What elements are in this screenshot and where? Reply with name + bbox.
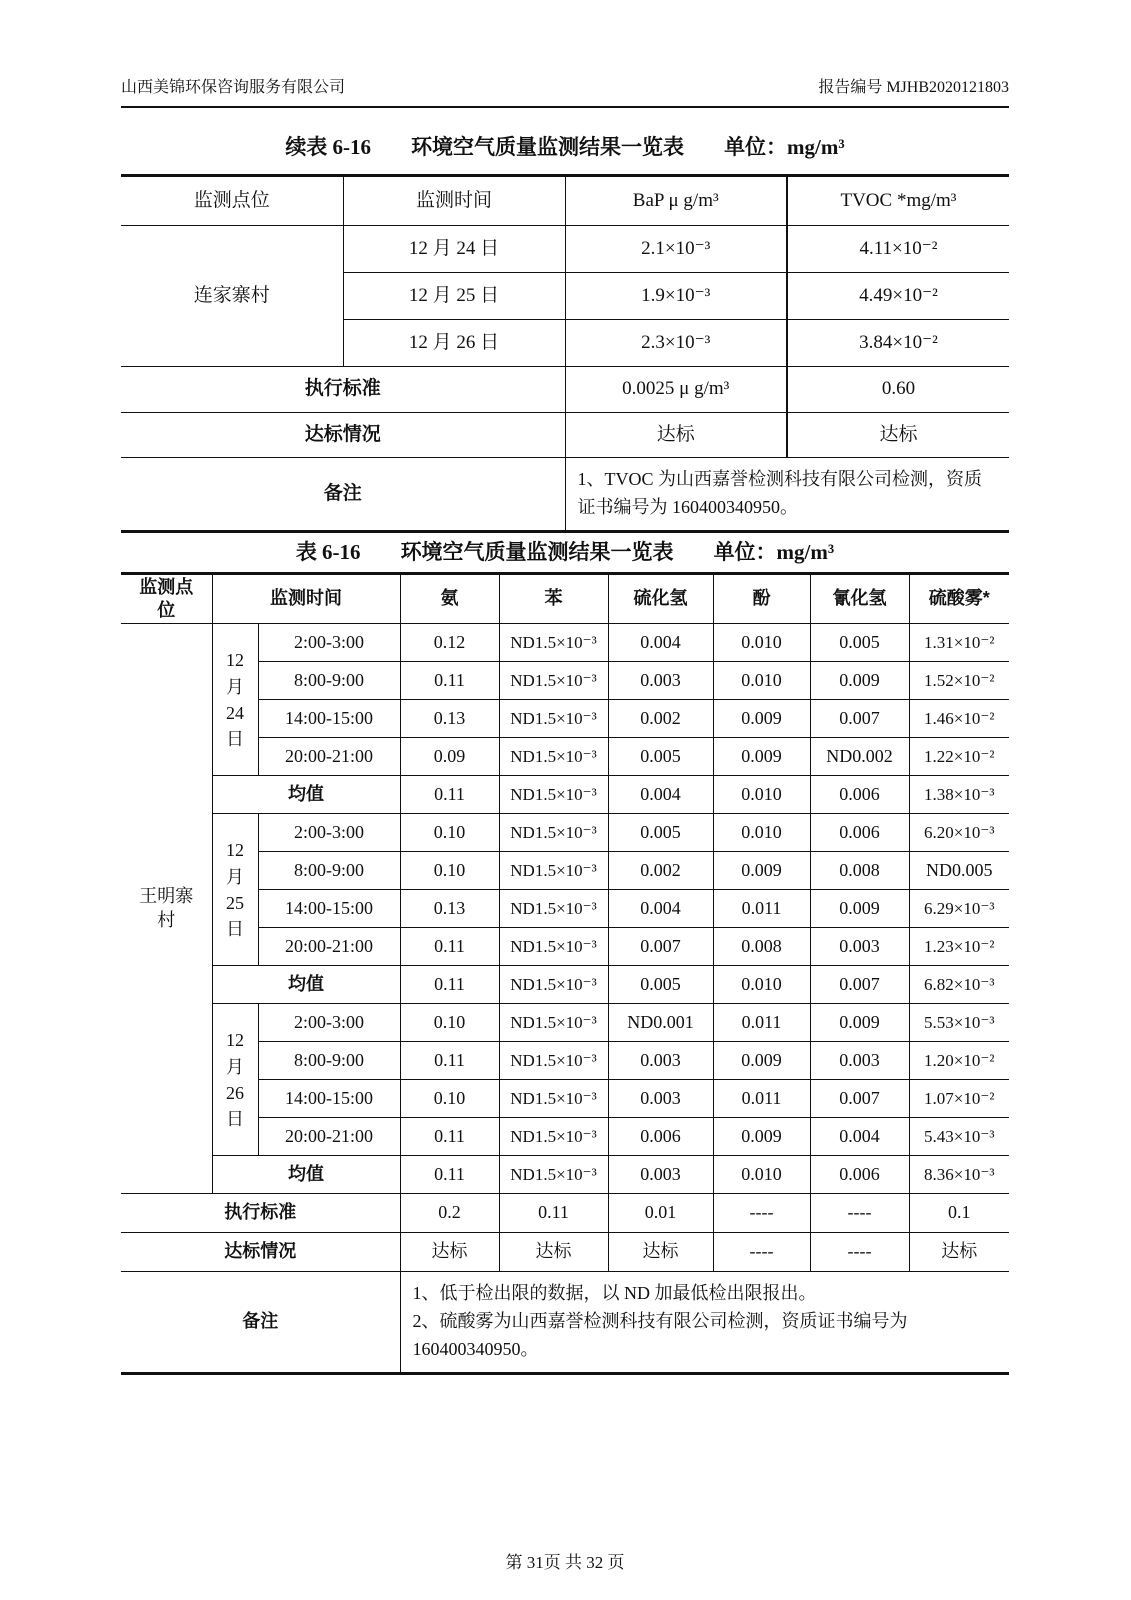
hcn-cell: 0.007 [810, 700, 909, 738]
remark-text [400, 1272, 1009, 1374]
time-cell: 20:00-21:00 [258, 1118, 400, 1156]
h2so4-cell: ND0.005 [909, 852, 1009, 890]
table1-standard-row [121, 367, 1009, 413]
nh3-cell: 0.09 [400, 738, 499, 776]
benzene-cell: ND1.5×10⁻³ [499, 852, 608, 890]
h2s-cell: 0.004 [608, 624, 713, 662]
page-header [121, 74, 1009, 108]
time-cell: 20:00-21:00 [258, 738, 400, 776]
time-cell: 2:00-3:00 [258, 814, 400, 852]
nh3-cell: 0.11 [400, 1042, 499, 1080]
page-number: 第 31页 共 32 页 [505, 1552, 625, 1572]
hcn-cell: 0.009 [810, 1004, 909, 1042]
time-cell: 14:00-15:00 [258, 890, 400, 928]
col-header-hcn: 氰化氢 [810, 574, 909, 624]
col-header-h2so4-mist: 硫酸雾* [909, 574, 1009, 624]
table1-row-dec24 [121, 226, 1009, 273]
hcn-cell: 0.003 [810, 928, 909, 966]
h2so4-cell: 1.52×10⁻² [909, 662, 1009, 700]
mean-label: 均值 [212, 1156, 400, 1194]
table2-mean-row-dec24 [121, 776, 1009, 814]
standard-label: 执行标准 [121, 367, 565, 413]
h2so4-cell: 1.31×10⁻² [909, 624, 1009, 662]
report-number: 报告编号 MJHB2020121803 [818, 79, 1009, 96]
tvoc-value-cell: 4.49×10⁻² [787, 273, 1009, 320]
hcn-cell: 0.006 [810, 1156, 909, 1194]
col-header-nh3: 氨 [400, 574, 499, 624]
standard-tvoc-cell: 0.60 [787, 367, 1009, 413]
standard-h2so4-cell: 0.1 [909, 1194, 1009, 1233]
table1-title-main: 环境空气质量监测结果一览表 [411, 135, 685, 159]
hcn-cell: 0.007 [810, 1080, 909, 1118]
benzene-cell: ND1.5×10⁻³ [499, 1118, 608, 1156]
h2s-cell: ND0.001 [608, 1004, 713, 1042]
col-header-h2s: 硫化氢 [608, 574, 713, 624]
time-cell: 8:00-9:00 [258, 662, 400, 700]
date-cell: 12 月 26 日 [343, 320, 565, 367]
site-cell: 连家寨村 [121, 226, 343, 367]
air-quality-table [121, 572, 1009, 1375]
h2s-cell: 0.002 [608, 852, 713, 890]
remark-text: 1、TVOC 为山西嘉誉检测科技有限公司检测，资质证书编号为 160400340950。 [565, 458, 1009, 532]
table2-title [121, 540, 1009, 565]
bap-value-cell: 2.3×10⁻³ [565, 320, 787, 367]
nh3-cell: 0.11 [400, 776, 499, 814]
date-cell-dec24: 12 月 24 日 [212, 624, 258, 776]
table2-title-unit: 单位：mg/m³ [713, 539, 835, 564]
compliance-phenol-cell: ---- [713, 1233, 810, 1272]
table2-row [121, 814, 1009, 852]
h2s-cell: 0.004 [608, 776, 713, 814]
date-cell: 12 月 25 日 [343, 273, 565, 320]
hcn-cell: 0.009 [810, 662, 909, 700]
table1-compliance-row [121, 413, 1009, 458]
h2s-cell: 0.007 [608, 928, 713, 966]
compliance-bap-cell: 达标 [565, 413, 787, 458]
table1-header-row [121, 176, 1009, 226]
phenol-cell: 0.009 [713, 738, 810, 776]
h2s-cell: 0.004 [608, 890, 713, 928]
h2so4-cell: 5.53×10⁻³ [909, 1004, 1009, 1042]
time-cell: 8:00-9:00 [258, 852, 400, 890]
col-header-bap: BaP μ g/m³ [565, 176, 787, 226]
hcn-cell: 0.003 [810, 1042, 909, 1080]
table2-title-prefix: 表 6-16 [295, 539, 361, 564]
date-cell: 12 月 24 日 [343, 226, 565, 273]
nh3-cell: 0.11 [400, 1118, 499, 1156]
h2so4-cell: 1.22×10⁻² [909, 738, 1009, 776]
benzene-cell: ND1.5×10⁻³ [499, 1080, 608, 1118]
compliance-h2so4-cell: 达标 [909, 1233, 1009, 1272]
benzene-cell: ND1.5×10⁻³ [499, 814, 608, 852]
h2so4-cell: 1.23×10⁻² [909, 928, 1009, 966]
standard-nh3-cell: 0.2 [400, 1194, 499, 1233]
h2s-cell: 0.003 [608, 662, 713, 700]
benzene-cell: ND1.5×10⁻³ [499, 1156, 608, 1194]
phenol-cell: 0.009 [713, 1042, 810, 1080]
h2s-cell: 0.003 [608, 1042, 713, 1080]
compliance-h2s-cell: 达标 [608, 1233, 713, 1272]
hcn-cell: 0.006 [810, 776, 909, 814]
h2s-cell: 0.005 [608, 738, 713, 776]
compliance-label: 达标情况 [121, 413, 565, 458]
benzene-cell: ND1.5×10⁻³ [499, 966, 608, 1004]
table2-mean-row-dec25 [121, 966, 1009, 1004]
h2s-cell: 0.006 [608, 1118, 713, 1156]
nh3-cell: 0.11 [400, 966, 499, 1004]
mean-label: 均值 [212, 966, 400, 1004]
nh3-cell: 0.10 [400, 814, 499, 852]
time-cell: 8:00-9:00 [258, 1042, 400, 1080]
phenol-cell: 0.010 [713, 662, 810, 700]
phenol-cell: 0.009 [713, 700, 810, 738]
table2-row [121, 1004, 1009, 1042]
h2s-cell: 0.005 [608, 966, 713, 1004]
time-cell: 14:00-15:00 [258, 700, 400, 738]
h2so4-cell: 1.38×10⁻³ [909, 776, 1009, 814]
time-cell: 2:00-3:00 [258, 1004, 400, 1042]
compliance-label: 达标情况 [121, 1233, 400, 1272]
h2s-cell: 0.003 [608, 1080, 713, 1118]
col-header-time: 监测时间 [212, 574, 400, 624]
table2-compliance-row [121, 1233, 1009, 1272]
phenol-cell: 0.010 [713, 966, 810, 1004]
h2so4-cell: 1.46×10⁻² [909, 700, 1009, 738]
standard-hcn-cell: ---- [810, 1194, 909, 1233]
table2-title-main: 环境空气质量监测结果一览表 [400, 539, 674, 564]
phenol-cell: 0.010 [713, 814, 810, 852]
table1-title-unit: 单位：mg/m³ [724, 135, 845, 159]
table2-standard-row [121, 1194, 1009, 1233]
nh3-cell: 0.13 [400, 700, 499, 738]
nh3-cell: 0.11 [400, 662, 499, 700]
phenol-cell: 0.010 [713, 1156, 810, 1194]
benzene-cell: ND1.5×10⁻³ [499, 890, 608, 928]
phenol-cell: 0.010 [713, 776, 810, 814]
col-header-site: 监测点位 [121, 176, 343, 226]
phenol-cell: 0.009 [713, 852, 810, 890]
compliance-benzene-cell: 达标 [499, 1233, 608, 1272]
phenol-cell: 0.009 [713, 1118, 810, 1156]
h2so4-cell: 6.29×10⁻³ [909, 890, 1009, 928]
benzene-cell: ND1.5×10⁻³ [499, 700, 608, 738]
mean-label: 均值 [212, 776, 400, 814]
nh3-cell: 0.10 [400, 1080, 499, 1118]
remark-label: 备注 [121, 1272, 400, 1374]
benzene-cell: ND1.5×10⁻³ [499, 1042, 608, 1080]
tvoc-value-cell: 4.11×10⁻² [787, 226, 1009, 273]
nh3-cell: 0.10 [400, 1004, 499, 1042]
phenol-cell: 0.008 [713, 928, 810, 966]
remark-line-1: 1、低于检出限的数据，以 ND 加最低检出限报出。 [412, 1283, 817, 1304]
hcn-cell: 0.004 [810, 1118, 909, 1156]
remark-label: 备注 [121, 458, 565, 532]
hcn-cell: 0.007 [810, 966, 909, 1004]
benzene-cell: ND1.5×10⁻³ [499, 776, 608, 814]
table1-remark-row [121, 458, 1009, 532]
benzene-cell: ND1.5×10⁻³ [499, 1004, 608, 1042]
standard-h2s-cell: 0.01 [608, 1194, 713, 1233]
table2-remark-row [121, 1272, 1009, 1374]
air-quality-table-continued [121, 174, 1009, 533]
hcn-cell: 0.005 [810, 624, 909, 662]
standard-phenol-cell: ---- [713, 1194, 810, 1233]
table2-mean-row-dec26 [121, 1156, 1009, 1194]
benzene-cell: ND1.5×10⁻³ [499, 928, 608, 966]
hcn-cell: 0.006 [810, 814, 909, 852]
table1-title [121, 135, 1009, 160]
standard-label: 执行标准 [121, 1194, 400, 1233]
phenol-cell: 0.011 [713, 1004, 810, 1042]
phenol-cell: 0.011 [713, 1080, 810, 1118]
col-header-time: 监测时间 [343, 176, 565, 226]
benzene-cell: ND1.5×10⁻³ [499, 662, 608, 700]
compliance-hcn-cell: ---- [810, 1233, 909, 1272]
col-header-site: 监测点位 [121, 574, 212, 624]
hcn-cell: 0.008 [810, 852, 909, 890]
time-cell: 20:00-21:00 [258, 928, 400, 966]
nh3-cell: 0.11 [400, 928, 499, 966]
bap-value-cell: 2.1×10⁻³ [565, 226, 787, 273]
table2-header-row [121, 574, 1009, 624]
tvoc-value-cell: 3.84×10⁻² [787, 320, 1009, 367]
benzene-cell: ND1.5×10⁻³ [499, 624, 608, 662]
compliance-nh3-cell: 达标 [400, 1233, 499, 1272]
h2so4-cell: 6.20×10⁻³ [909, 814, 1009, 852]
nh3-cell: 0.10 [400, 852, 499, 890]
nh3-cell: 0.13 [400, 890, 499, 928]
h2s-cell: 0.005 [608, 814, 713, 852]
h2so4-cell: 6.82×10⁻³ [909, 966, 1009, 1004]
hcn-cell: 0.009 [810, 890, 909, 928]
h2s-cell: 0.002 [608, 700, 713, 738]
h2so4-cell: 8.36×10⁻³ [909, 1156, 1009, 1194]
site-cell: 王明寨村 [121, 624, 212, 1194]
h2so4-cell: 5.43×10⁻³ [909, 1118, 1009, 1156]
benzene-cell: ND1.5×10⁻³ [499, 738, 608, 776]
phenol-cell: 0.011 [713, 890, 810, 928]
company-name: 山西美锦环保咨询服务有限公司 [121, 79, 346, 96]
h2so4-cell: 1.07×10⁻² [909, 1080, 1009, 1118]
remark-line-2: 2、硫酸雾为山西嘉誉检测科技有限公司检测，资质证书编号为 160400340950。 [412, 1311, 908, 1359]
col-header-tvoc: TVOC *mg/m³ [787, 176, 1009, 226]
h2so4-cell: 1.20×10⁻² [909, 1042, 1009, 1080]
phenol-cell: 0.010 [713, 624, 810, 662]
standard-benzene-cell: 0.11 [499, 1194, 608, 1233]
date-cell-dec26: 12 月 26 日 [212, 1004, 258, 1156]
compliance-tvoc-cell: 达标 [787, 413, 1009, 458]
h2s-cell: 0.003 [608, 1156, 713, 1194]
nh3-cell: 0.11 [400, 1156, 499, 1194]
table2-row [121, 624, 1009, 662]
col-header-benzene: 苯 [499, 574, 608, 624]
hcn-cell: ND0.002 [810, 738, 909, 776]
date-cell-dec25: 12 月 25 日 [212, 814, 258, 966]
nh3-cell: 0.12 [400, 624, 499, 662]
table1-title-prefix: 续表 6-16 [285, 135, 372, 159]
standard-bap-cell: 0.0025 μ g/m³ [565, 367, 787, 413]
bap-value-cell: 1.9×10⁻³ [565, 273, 787, 320]
time-cell: 2:00-3:00 [258, 624, 400, 662]
time-cell: 14:00-15:00 [258, 1080, 400, 1118]
col-header-phenol: 酚 [713, 574, 810, 624]
